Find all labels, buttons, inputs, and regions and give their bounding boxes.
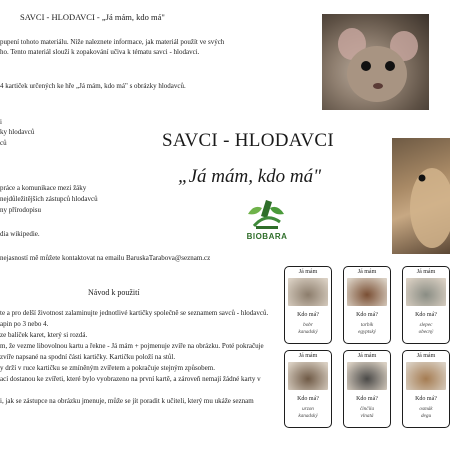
- card-image: [347, 278, 387, 306]
- intro-line-1: pupení tohoto materiálu. Níže naleznete informace, jak materiál použít ve svých: [0, 38, 225, 46]
- cover-subtitle: „Já mám, kdo má": [178, 166, 322, 187]
- card-top-label: Já mám: [357, 353, 377, 359]
- card-species-2: kanadský: [298, 413, 318, 419]
- usage-line-1: te a pro delší životnost zalaminujte jednotlivé kartičky společně se seznamem savců - hlodavců.: [0, 309, 269, 317]
- usage-line-4: m, že vezme libovolnou kartu a řekne - Já mám + pojmenuje zvíře na obrázku. Poté pokračuje: [0, 342, 264, 350]
- card-question: Kdo má?: [415, 396, 437, 402]
- card-image: [406, 362, 446, 390]
- card-species-2: egyptský: [358, 329, 376, 335]
- usage-line-6: y drží v ruce kartičku se zmíněným zvířetem a pokračuje stejným způsobem.: [0, 364, 215, 372]
- card-species-1: bobr: [303, 322, 313, 328]
- card-jerboa: [343, 266, 391, 344]
- card-mole-rat: [402, 266, 450, 344]
- card-top-label: Já mám: [357, 269, 377, 275]
- card-beaver: [284, 266, 332, 344]
- card-top-label: Já mám: [416, 353, 436, 359]
- card-species-2: degu: [420, 413, 432, 419]
- card-question: Kdo má?: [297, 312, 319, 318]
- card-image: [347, 362, 387, 390]
- intro-line-2: ho. Tento materiál slouží k zopakování učiva k tématu savci - hlodavci.: [0, 48, 200, 56]
- card-porcupine: [284, 350, 332, 428]
- card-question: Kdo má?: [356, 312, 378, 318]
- document-title: SAVCI - HLODAVCI - „Já mám, kdo má": [20, 12, 165, 22]
- card-species-1: činčila: [359, 406, 375, 412]
- card-question: Kdo má?: [415, 312, 437, 318]
- contact-line: nejasností mě můžete kontaktovat na emailu BaruskaTarabova@seznam.cz: [0, 254, 211, 262]
- cover-title: SAVCI - HLODAVCI: [162, 130, 334, 151]
- card-species-2: obecný: [418, 329, 434, 335]
- card-image: [288, 278, 328, 306]
- usage-line-7: ací dostanou ke zvířeti, které bylo vyobrazeno na první kartě, a zároveň nemají žádné karty v: [0, 375, 261, 383]
- card-degu: [402, 350, 450, 428]
- card-question: Kdo má?: [297, 396, 319, 402]
- goal-line-1: práce a komunikace mezi žáky: [0, 184, 87, 192]
- card-top-label: Já mám: [298, 269, 318, 275]
- card-image: [406, 278, 446, 306]
- logo-text: BIOBARA: [246, 232, 288, 241]
- card-top-label: Já mám: [416, 269, 436, 275]
- card-species-1: slepec: [419, 322, 433, 328]
- card-species-1: urzon: [302, 406, 314, 412]
- card-image: [288, 362, 328, 390]
- usage-line-5: zvíře napsané na spodní části kartičky. Kartičku položí na stůl.: [0, 353, 176, 361]
- card-species-1: tarbík: [360, 322, 374, 328]
- usage-line-9: i, jak se zástupce na obrázku jmenuje, může se jít poradit k učiteli, který mu ukáže seznam: [0, 397, 254, 405]
- card-top-label: Já mám: [298, 353, 318, 359]
- card-chinchilla: [343, 350, 391, 428]
- goal-line-2: nejdůležitějších zástupců hlodavců: [0, 195, 98, 203]
- usage-line-2: apin po 3 nebo 4.: [0, 320, 49, 328]
- rodent-photo: [392, 138, 450, 254]
- intro-line-3: 4 kartiček určených ke hře „Já mám, kdo má" s obrázky hlodavců.: [0, 82, 186, 90]
- usage-heading: Návod k použití: [88, 288, 140, 297]
- list-item-2: ky hlodavců: [0, 128, 35, 136]
- card-species-2: vlnatá: [360, 413, 374, 419]
- goal-line-3: ny přírodopisu: [0, 206, 42, 214]
- goal-line-4: dia wikipedie.: [0, 230, 40, 238]
- card-species-1: osmák: [419, 406, 433, 412]
- card-question: Kdo má?: [356, 396, 378, 402]
- list-item-3: ců: [0, 139, 7, 147]
- usage-line-3: ze balíček karet, který si rozdá.: [0, 331, 88, 339]
- card-species-2: kanadský: [298, 329, 318, 335]
- list-item-1: i: [0, 118, 2, 126]
- mouse-photo: [322, 14, 429, 110]
